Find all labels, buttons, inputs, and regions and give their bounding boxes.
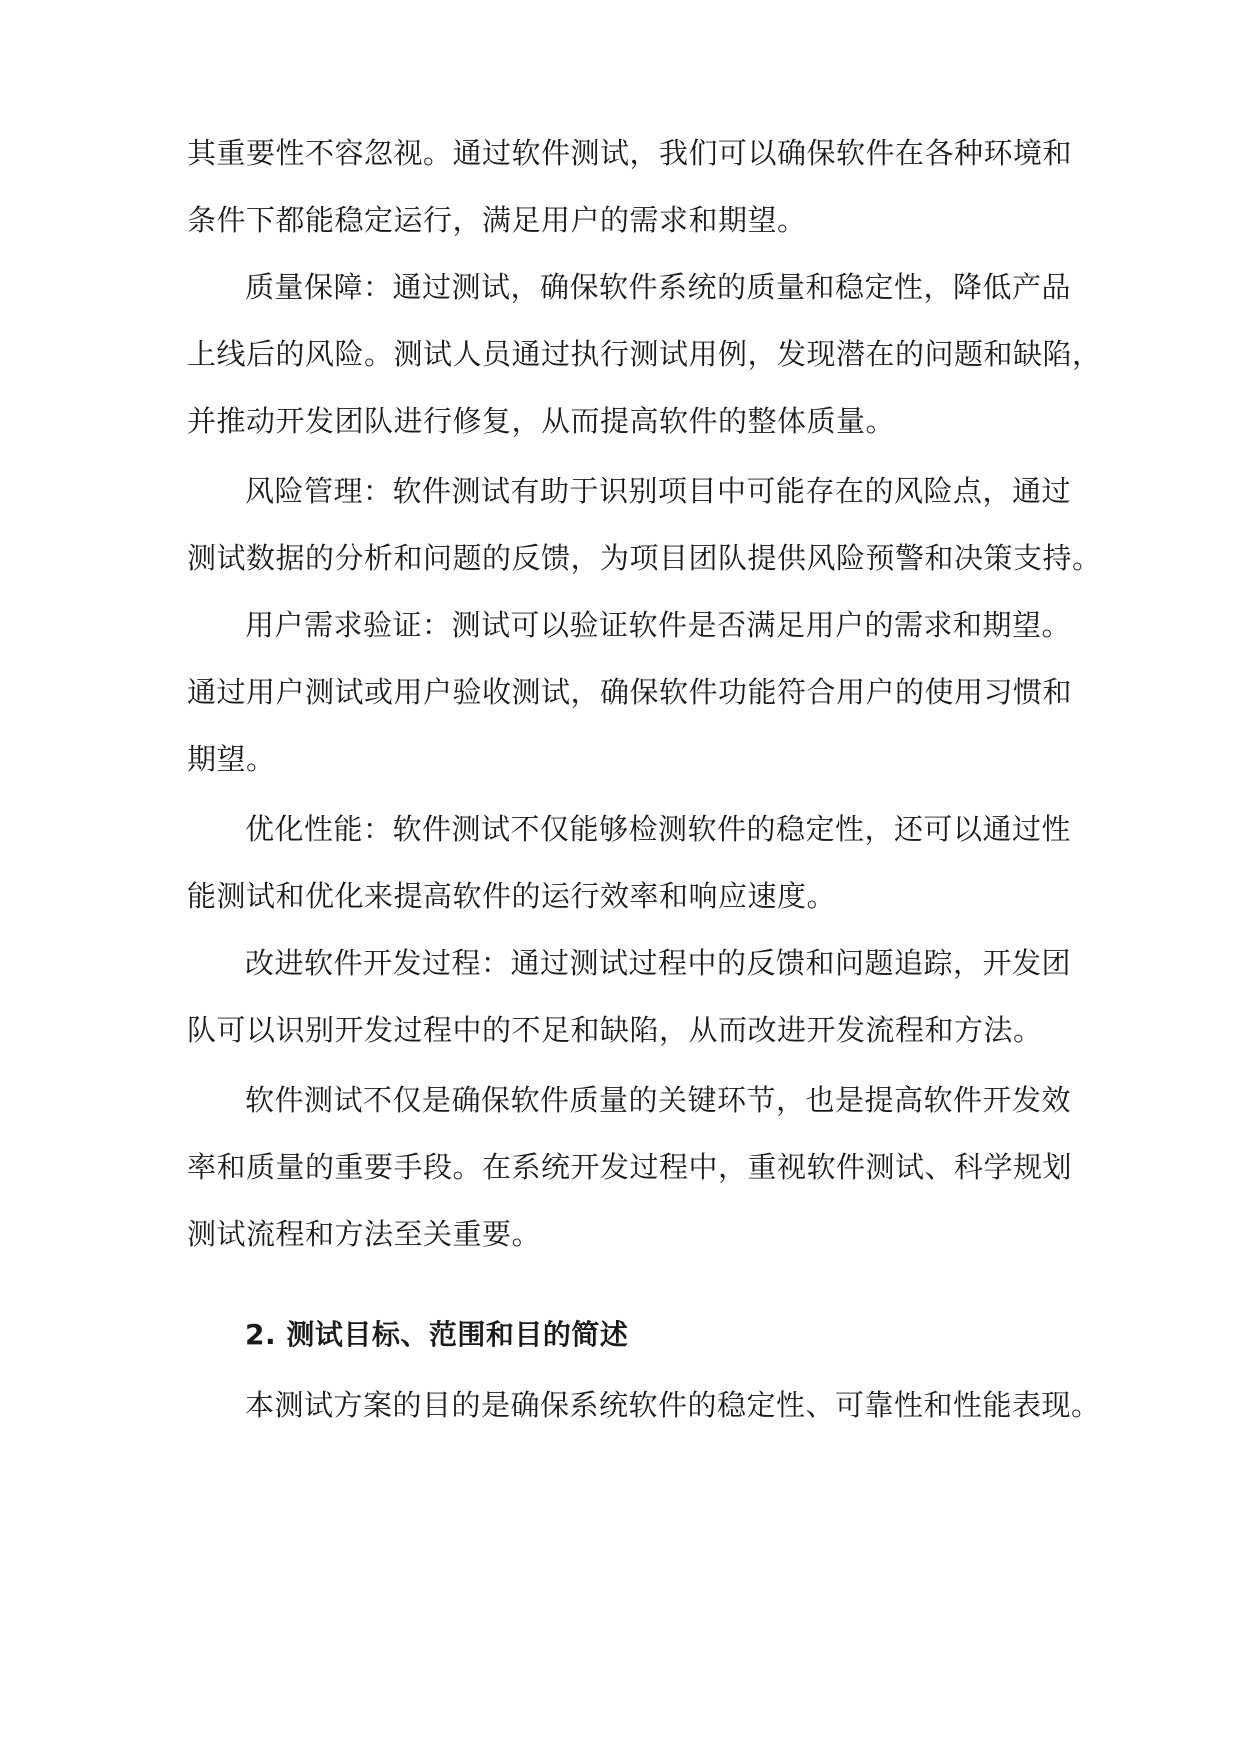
paragraph-line: 本测试方案的目的是确保系统软件的稳定性、可靠性和性能表现。 [245,1388,1101,1422]
paragraph-line: 优化性能：软件测试不仅能够检测软件的稳定性，还可以通过性 [245,812,1072,846]
paragraph-line: 通过用户测试或用户验收测试，确保软件功能符合用户的使用习惯和 [187,675,1073,709]
section-heading: 2. 测试目标、范围和目的简述 [245,1318,629,1351]
paragraph-line: 测试数据的分析和问题的反馈，为项目团队提供风险预警和决策支持。 [187,541,1102,575]
paragraph-line: 上线后的风险。测试人员通过执行测试用例，发现潜在的问题和缺陷， [187,337,1102,371]
paragraph-line: 条件下都能稳定运行，满足用户的需求和期望。 [187,203,807,237]
paragraph-line: 测试流程和方法至关重要。 [187,1217,542,1251]
paragraph-line: 用户需求验证：测试可以验证软件是否满足用户的需求和期望。 [245,608,1072,642]
paragraph-line: 其重要性不容忽视。通过软件测试，我们可以确保软件在各种环境和 [187,136,1073,170]
paragraph-line: 率和质量的重要手段。在系统开发过程中，重视软件测试、科学规划 [187,1150,1073,1184]
paragraph-line: 质量保障：通过测试，确保软件系统的质量和稳定性，降低产品 [245,270,1072,304]
paragraph-line: 风险管理：软件测试有助于识别项目中可能存在的风险点，通过 [245,474,1072,508]
paragraph-line: 能测试和优化来提高软件的运行效率和响应速度。 [187,879,837,913]
paragraph-line: 队可以识别开发过程中的不足和缺陷，从而改进开发流程和方法。 [187,1013,1043,1047]
paragraph-line: 改进软件开发过程：通过测试过程中的反馈和问题追踪，开发团 [245,946,1072,980]
paragraph-line: 软件测试不仅是确保软件质量的关键环节，也是提高软件开发效 [245,1083,1072,1117]
paragraph-line: 并推动开发团队进行修复，从而提高软件的整体质量。 [187,404,896,438]
paragraph-line: 期望。 [187,742,276,776]
